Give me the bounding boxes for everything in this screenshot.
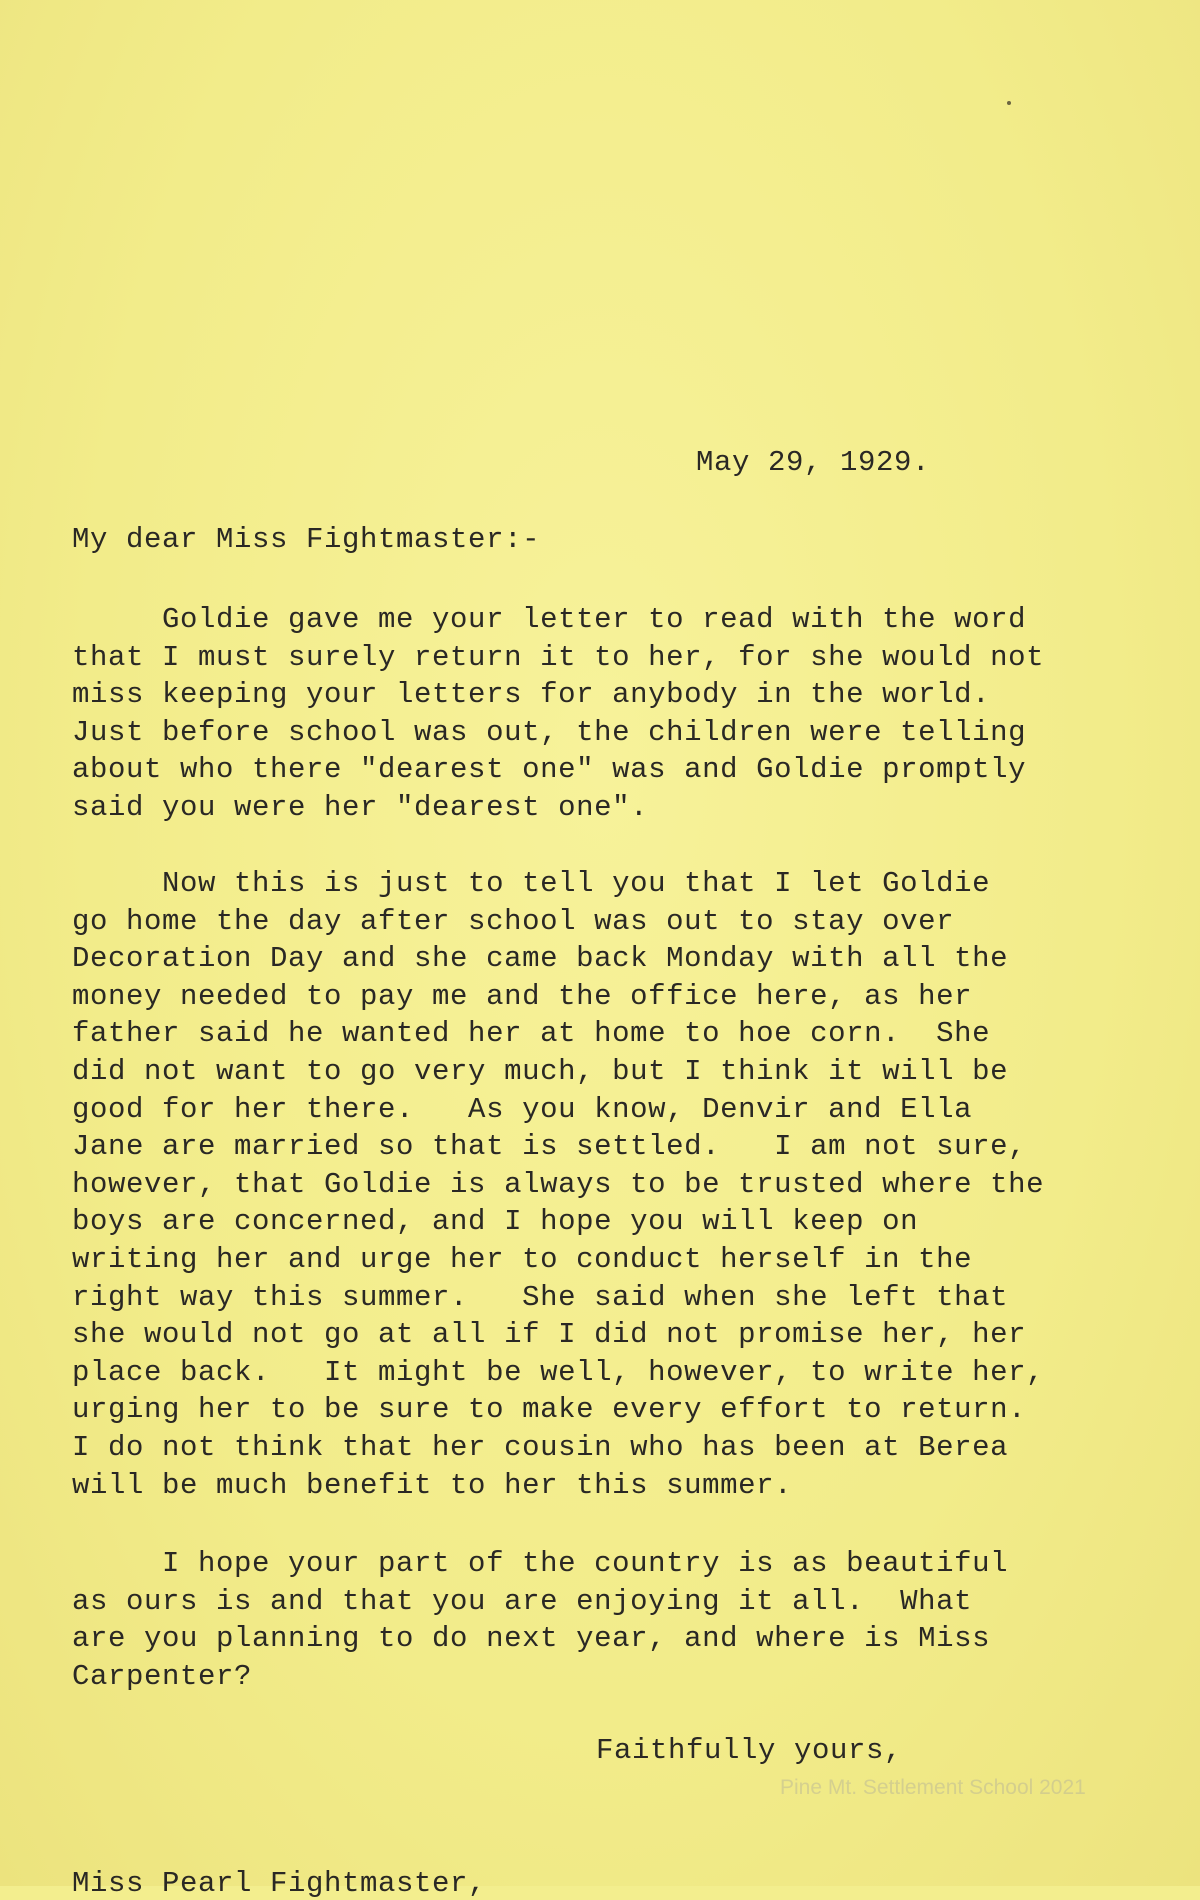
text-line: I hope your part of the country is as beautiful <box>72 1547 1009 1580</box>
text-line: Jane are married so that is settled. I am not sure, <box>72 1130 1027 1164</box>
letter-paragraph-2 <box>72 865 1044 1504</box>
text-line: father said he wanted her at home to hoe corn. She <box>72 1017 991 1051</box>
text-line: will be much benefit to her this summer. <box>72 1468 793 1502</box>
text-line: Decoration Day and she came back Monday with all the <box>72 942 1009 976</box>
letter-paragraph-1 <box>72 601 1044 827</box>
text-line: she would not go at all if I did not promise her, her <box>72 1318 1027 1352</box>
letter-salutation: My dear Miss Fightmaster:- <box>72 523 541 556</box>
text-line: however, that Goldie is always to be trusted where the <box>72 1167 1045 1201</box>
letter-date: May 29, 1929. <box>696 446 931 479</box>
text-line: that I must surely return it to her, for she would not <box>72 640 1045 674</box>
text-line: Just before school was out, the children were telling <box>72 715 1027 749</box>
letter-closing: Faithfully yours, <box>596 1734 903 1767</box>
text-line: Now this is just to tell you that I let Goldie <box>72 867 991 900</box>
text-line: go home the day after school was out to stay over <box>72 904 955 938</box>
text-line: money needed to pay me and the office here, as her <box>72 979 973 1013</box>
text-line: place back. It might be well, however, to write her, <box>72 1355 1045 1389</box>
text-line: Carpenter? <box>72 1659 253 1693</box>
archive-watermark: Pine Mt. Settlement School 2021 <box>780 1776 1086 1799</box>
text-line: miss keeping your letters for anybody in the world. <box>72 678 991 712</box>
text-line: writing her and urge her to conduct herself in the <box>72 1242 973 1276</box>
text-line: about who there "dearest one" was and Goldie promptly <box>72 753 1027 787</box>
text-line: urging her to be sure to make every effort to return. <box>72 1393 1027 1427</box>
text-line: right way this summer. She said when she left that <box>72 1280 1009 1314</box>
text-line: said you were her "dearest one". <box>72 790 649 824</box>
text-line: did not want to go very much, but I think it will be <box>72 1054 1009 1088</box>
letter-recipient: Miss Pearl Fightmaster, <box>72 1867 487 1900</box>
text-line: I do not think that her cousin who has been at Berea <box>72 1430 1009 1464</box>
letter-paragraph-3 <box>72 1545 1008 1695</box>
text-line: Goldie gave me your letter to read with the word <box>72 603 1027 636</box>
text-line: are you planning to do next year, and where is Miss <box>72 1622 991 1656</box>
text-line: good for her there. As you know, Denvir and Ella <box>72 1092 973 1126</box>
paper-speck <box>1007 101 1011 105</box>
text-line: boys are concerned, and I hope you will keep on <box>72 1205 919 1239</box>
text-line: as ours is and that you are enjoying it all. What <box>72 1584 973 1618</box>
